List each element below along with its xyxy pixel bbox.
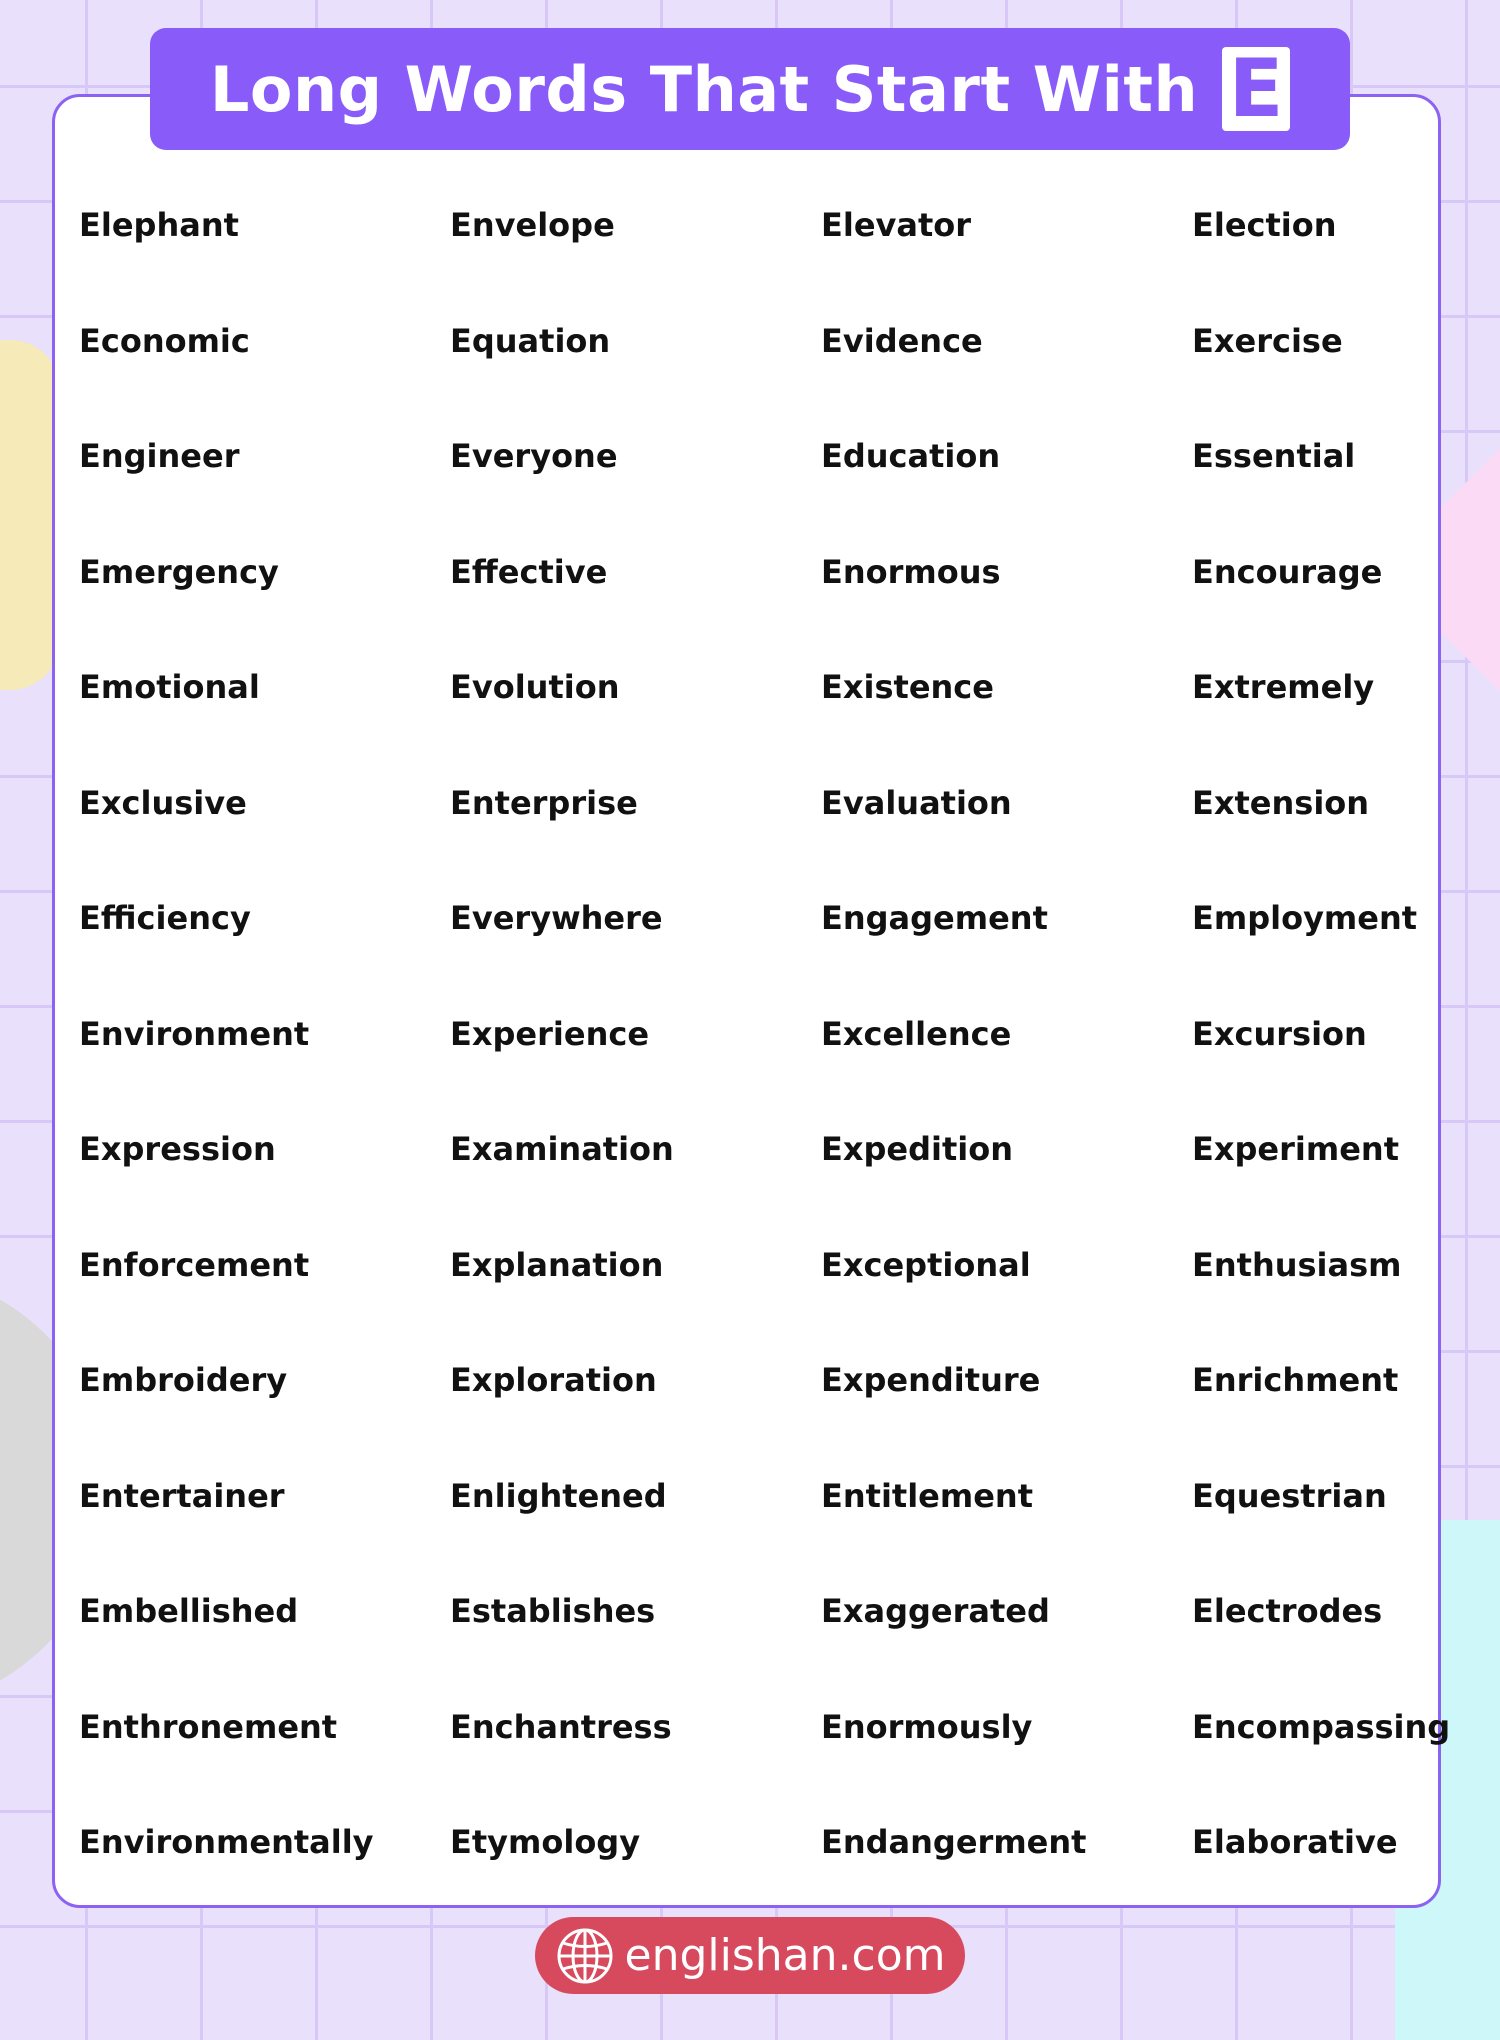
word-item: Everywhere	[450, 899, 663, 937]
word-item: Explanation	[450, 1245, 664, 1284]
word-grid	[79, 187, 1451, 1920]
word-item: Extension	[1192, 783, 1370, 822]
globe-icon	[555, 1926, 615, 1986]
word-item: Efficiency	[79, 899, 251, 937]
word-item: Enforcement	[79, 1245, 310, 1284]
word-item: Engagement	[821, 899, 1048, 937]
word-item: Exploration	[450, 1361, 657, 1399]
page-title: Long Words That Start With	[209, 52, 1199, 126]
word-item: Examination	[450, 1130, 674, 1168]
word-item: Entitlement	[821, 1476, 1033, 1515]
word-item: Entertainer	[79, 1476, 285, 1515]
word-item: Embroidery	[79, 1361, 288, 1399]
word-item: Experiment	[1192, 1130, 1399, 1168]
word-item: Enormous	[821, 552, 1001, 591]
word-item: Equestrian	[1192, 1476, 1387, 1515]
word-item: Embellished	[79, 1592, 299, 1630]
word-item: Exercise	[1192, 321, 1343, 360]
word-item: Exceptional	[821, 1245, 1031, 1284]
word-item: Expression	[79, 1130, 276, 1168]
word-item: Expedition	[821, 1130, 1014, 1168]
word-item: Establishes	[450, 1592, 656, 1630]
word-item: Electrodes	[1192, 1592, 1383, 1630]
word-item: Exclusive	[79, 783, 247, 822]
word-item: Elaborative	[1192, 1823, 1398, 1861]
word-item: Everyone	[450, 437, 618, 475]
title-letter-badge: E	[1222, 47, 1290, 131]
word-item: Excursion	[1192, 1014, 1367, 1053]
word-item: Experience	[450, 1014, 650, 1053]
word-item: Economic	[79, 321, 250, 360]
word-item: Evaluation	[821, 783, 1012, 822]
word-item: Encourage	[1192, 552, 1383, 591]
word-item: Enormously	[821, 1707, 1033, 1746]
word-item: Endangerment	[821, 1823, 1087, 1861]
word-item: Enrichment	[1192, 1361, 1399, 1399]
word-item: Effective	[450, 552, 608, 591]
word-item: Essential	[1192, 437, 1356, 475]
word-item: Expenditure	[821, 1361, 1041, 1399]
word-item: Enchantress	[450, 1707, 672, 1746]
word-item: Exaggerated	[821, 1592, 1050, 1630]
word-item: Enterprise	[450, 783, 638, 822]
word-item: Enthronement	[79, 1707, 338, 1746]
word-item: Evidence	[821, 321, 983, 360]
word-item: Encompassing	[1192, 1707, 1451, 1746]
website-badge[interactable]	[535, 1917, 965, 1994]
website-url: englishan.com	[624, 1930, 946, 1981]
decorative-yellow-shape	[0, 340, 60, 690]
word-item: Extremely	[1192, 668, 1375, 706]
word-item: Emotional	[79, 668, 260, 706]
word-item: Envelope	[450, 206, 615, 244]
word-item: Etymology	[450, 1823, 641, 1861]
word-item: Education	[821, 437, 1001, 475]
word-item: Election	[1192, 206, 1337, 244]
word-item: Emergency	[79, 552, 279, 591]
word-item: Engineer	[79, 437, 240, 475]
word-item: Equation	[450, 321, 611, 360]
word-item: Existence	[821, 668, 994, 706]
word-item: Environment	[79, 1014, 310, 1053]
word-item: Enthusiasm	[1192, 1245, 1402, 1284]
word-item: Evolution	[450, 668, 620, 706]
word-item: Excellence	[821, 1014, 1012, 1053]
word-item: Elephant	[79, 206, 239, 244]
word-item: Elevator	[821, 206, 972, 244]
title-banner	[150, 28, 1350, 150]
word-item: Environmentally	[79, 1823, 374, 1861]
word-item: Enlightened	[450, 1476, 667, 1515]
word-item: Employment	[1192, 899, 1418, 937]
word-list-card	[52, 94, 1451, 1908]
